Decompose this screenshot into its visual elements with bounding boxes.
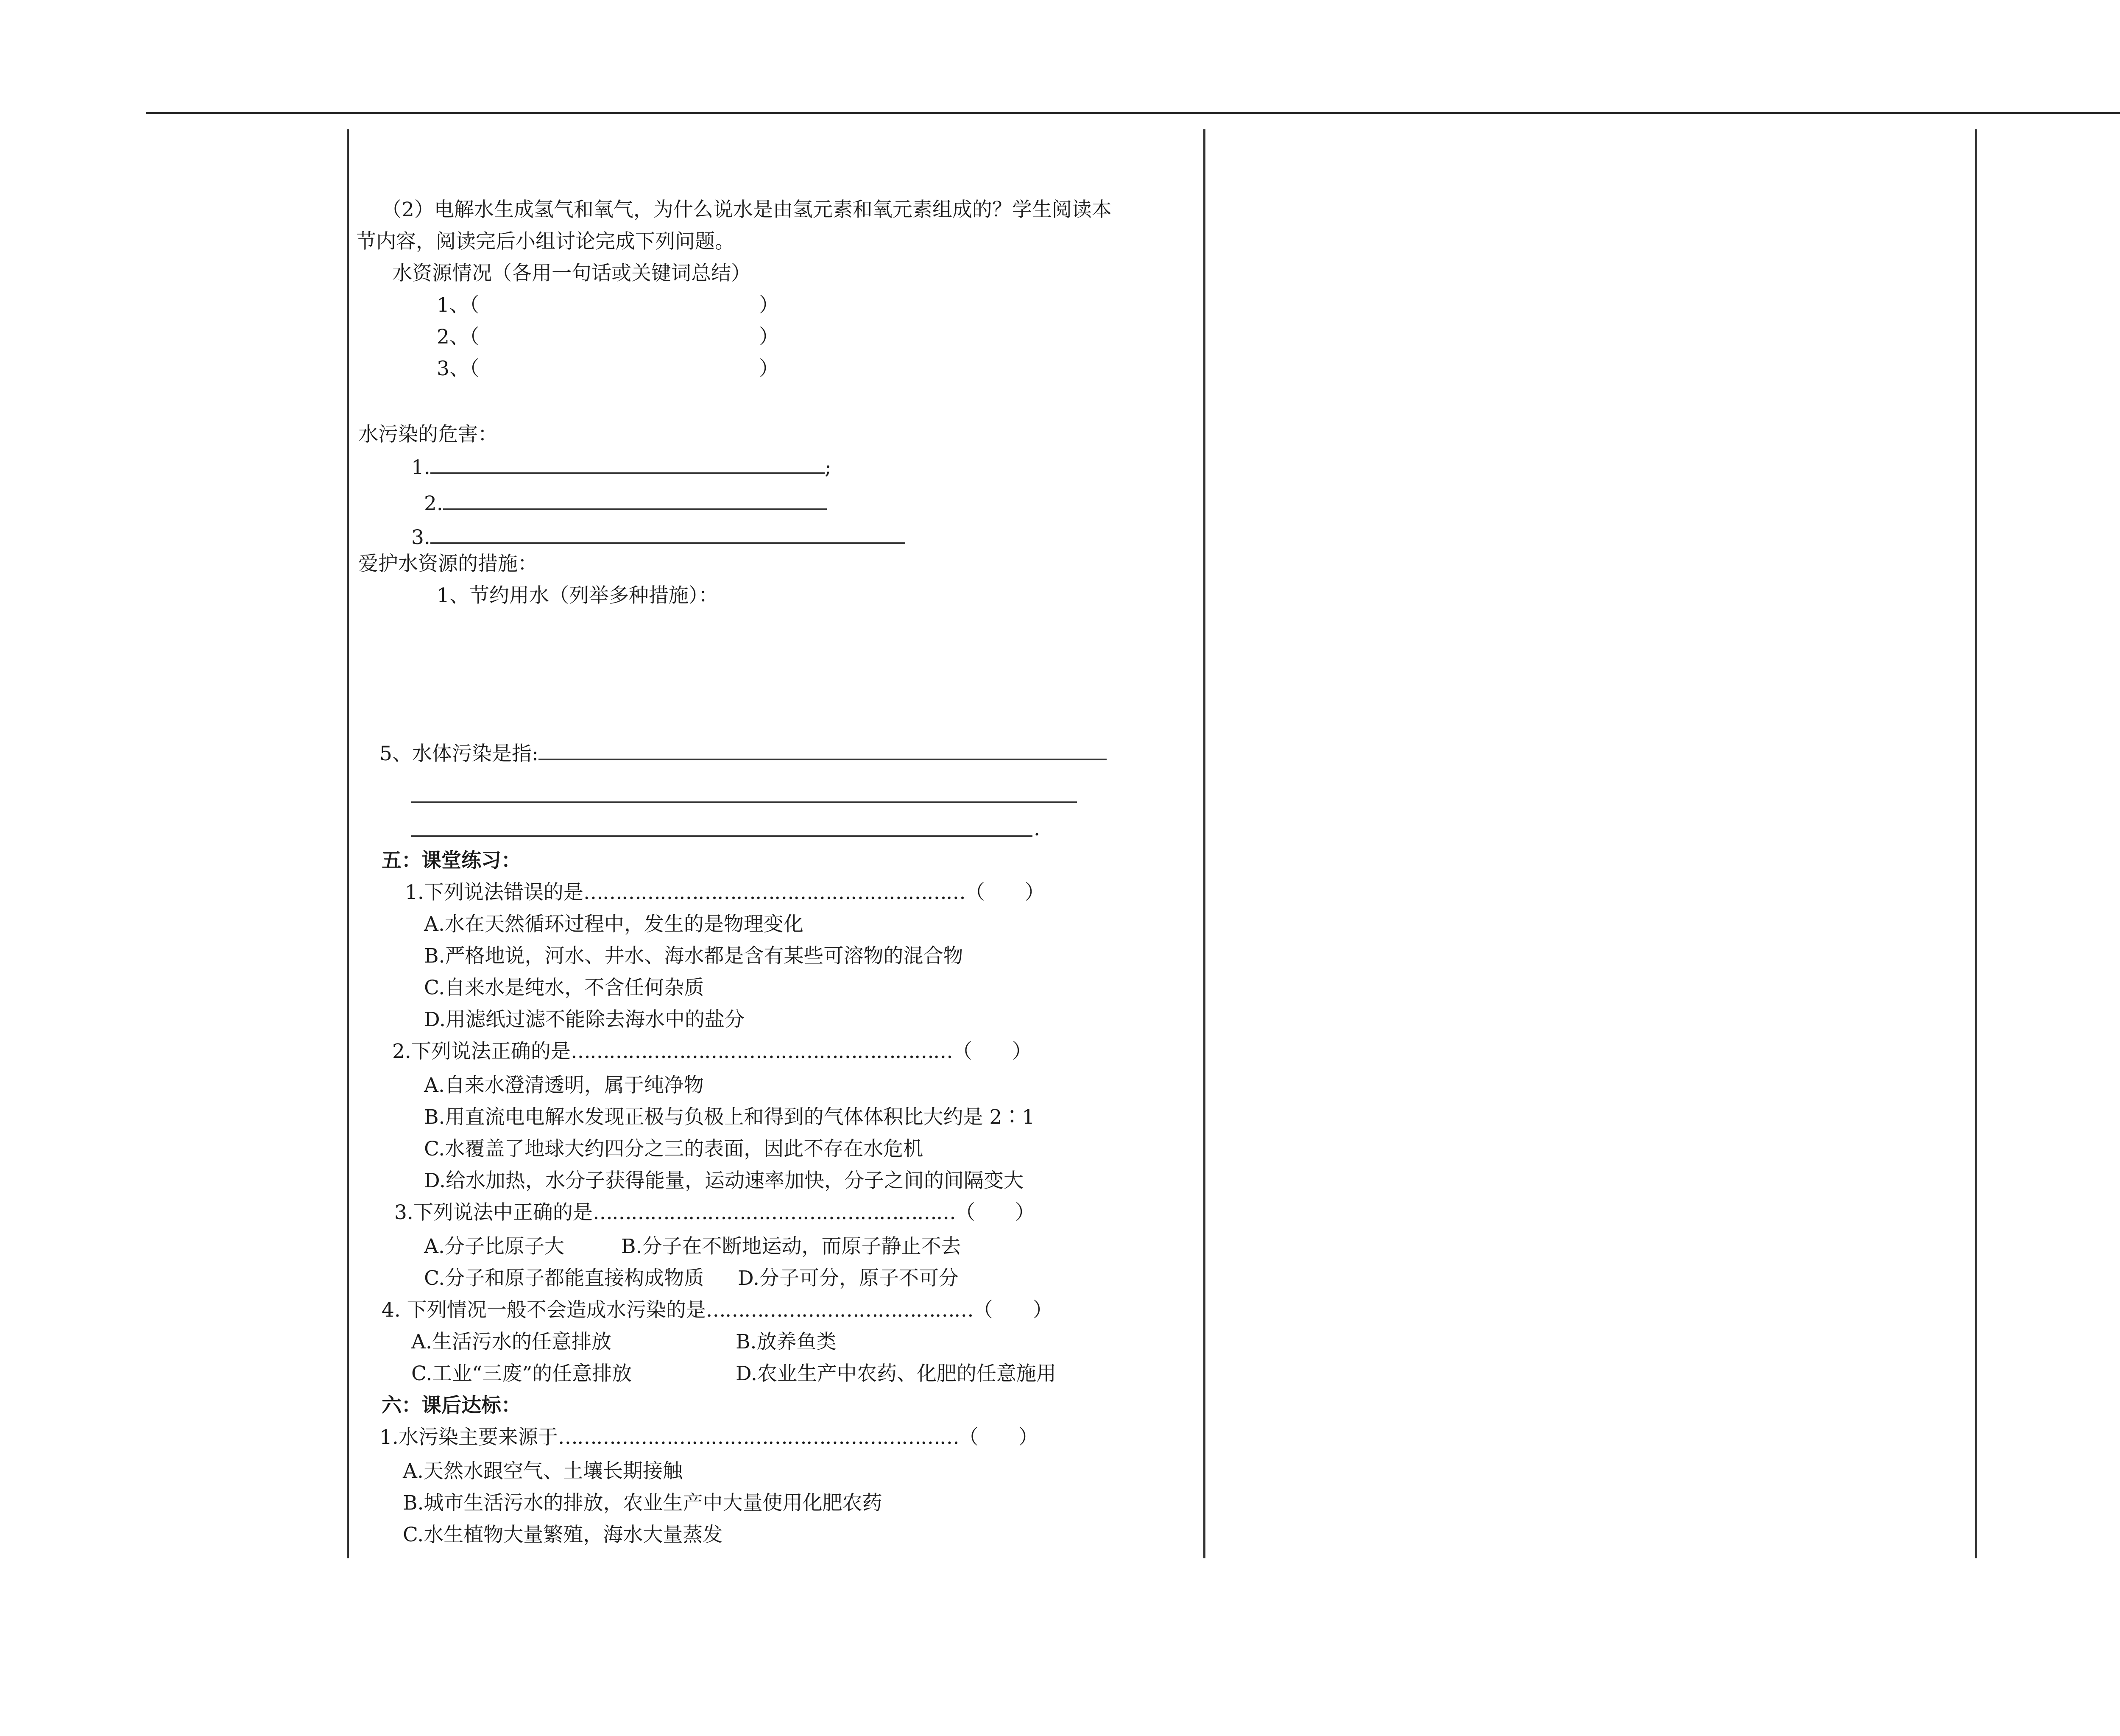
s5-q4-option-c: C.工业“三废”的任意排放	[411, 1362, 632, 1385]
q5-label: 5、水体污染是指:	[379, 740, 1107, 767]
intro-line-1: （2）电解水生成氢气和氧气，为什么说水是由氢元素和氧元素组成的？学生阅读本	[382, 198, 1112, 221]
answer-blank[interactable]	[430, 524, 905, 544]
water-resource-item-2: 2、（	[437, 325, 480, 349]
answer-blank[interactable]	[443, 490, 827, 510]
column-divider-left	[347, 129, 349, 1558]
s5-q3-option-d: D.分子可分，原子不可分	[738, 1267, 959, 1290]
water-resource-item-3: 3、（	[437, 357, 480, 380]
s5-q1-stem: 1.下列说法错误的是……………………………………………………（ ）	[405, 881, 1045, 904]
s5-q2-option-a: A.自来水澄清透明，属于纯净物	[424, 1074, 704, 1097]
header-rule	[146, 112, 2120, 114]
s5-q2-stem: 2.下列说法正确的是……………………………………………………（ ）	[392, 1040, 1032, 1063]
s5-q1-option-d: D.用滤纸过滤不能除去海水中的盐分	[424, 1008, 745, 1031]
section5-heading: 五：课堂练习：	[382, 849, 521, 872]
protection-heading: 爱护水资源的措施：	[358, 552, 538, 575]
s5-q2-option-b: B.用直流电电解水发现正极与负极上和得到的气体体积比大约是 2∶1	[424, 1105, 1035, 1129]
section6-heading: 六：课后达标：	[382, 1394, 521, 1417]
s5-q4-option-d: D.农业生产中农药、化肥的任意施用	[736, 1362, 1056, 1385]
s5-q2-option-d: D.给水加热，水分子获得能量，运动速率加快，分子之间的间隔变大	[424, 1169, 1024, 1192]
pollution-harm-heading: 水污染的危害：	[358, 423, 498, 446]
s5-q4-option-b: B.放养鱼类	[736, 1330, 837, 1354]
protection-item-1: 1、节约用水（列举多种措施）：	[437, 584, 719, 607]
pollution-harm-item-1: 1. ;	[411, 454, 831, 480]
water-resources-heading: 水资源情况（各用一句话或关键词总结）	[392, 262, 751, 285]
s5-q4-option-a: A.生活污水的任意排放	[411, 1330, 611, 1354]
water-resource-item-1: 1、（	[437, 293, 480, 317]
pollution-harm-item-3: 3.	[411, 524, 905, 550]
s5-q2-option-c: C.水覆盖了地球大约四分之三的表面，因此不存在水危机	[424, 1137, 923, 1161]
pollution-harm-item-2: 2.	[424, 490, 827, 516]
s5-q3-option-b: B.分子在不断地运动，而原子静止不去	[621, 1235, 961, 1258]
s5-q1-option-b: B.严格地说，河水、井水、海水都是含有某些可溶物的混合物	[424, 944, 963, 968]
s5-q3-option-c: C.分子和原子都能直接构成物质	[424, 1267, 704, 1290]
water-resource-item-1-close: ）	[759, 293, 779, 317]
s6-q1-option-a: A.天然水跟空气、土壤长期接触	[403, 1460, 683, 1483]
q5-end: .	[1034, 817, 1040, 840]
intro-line-2: 节内容，阅读完后小组讨论完成下列问题。	[356, 230, 735, 253]
answer-line[interactable]	[411, 835, 1032, 837]
column-divider-right	[1975, 129, 1977, 1558]
answer-blank[interactable]	[538, 740, 1107, 760]
s5-q1-option-c: C.自来水是纯水，不含任何杂质	[424, 976, 704, 999]
s6-q1-stem: 1.水污染主要来源于………………………………………………………（ ）	[379, 1426, 1038, 1449]
water-resource-item-3-close: ）	[759, 357, 779, 380]
answer-line[interactable]	[411, 801, 1077, 803]
answer-blank[interactable]	[430, 454, 825, 474]
s5-q3-stem: 3.下列说法中正确的是…………………………………………………（ ）	[394, 1201, 1035, 1224]
water-resource-item-2-close: ）	[759, 325, 779, 349]
column-divider-middle	[1203, 129, 1205, 1558]
s5-q3-option-a: A.分子比原子大	[424, 1235, 564, 1258]
s6-q1-option-b: B.城市生活污水的排放，农业生产中大量使用化肥农药	[403, 1491, 882, 1515]
s6-q1-option-c: C.水生植物大量繁殖，海水大量蒸发	[403, 1523, 723, 1546]
s5-q4-stem: 4. 下列情况一般不会造成水污染的是……………………………………（ ）	[382, 1298, 1053, 1322]
s5-q1-option-a: A.水在天然循环过程中，发生的是物理变化	[424, 913, 803, 936]
